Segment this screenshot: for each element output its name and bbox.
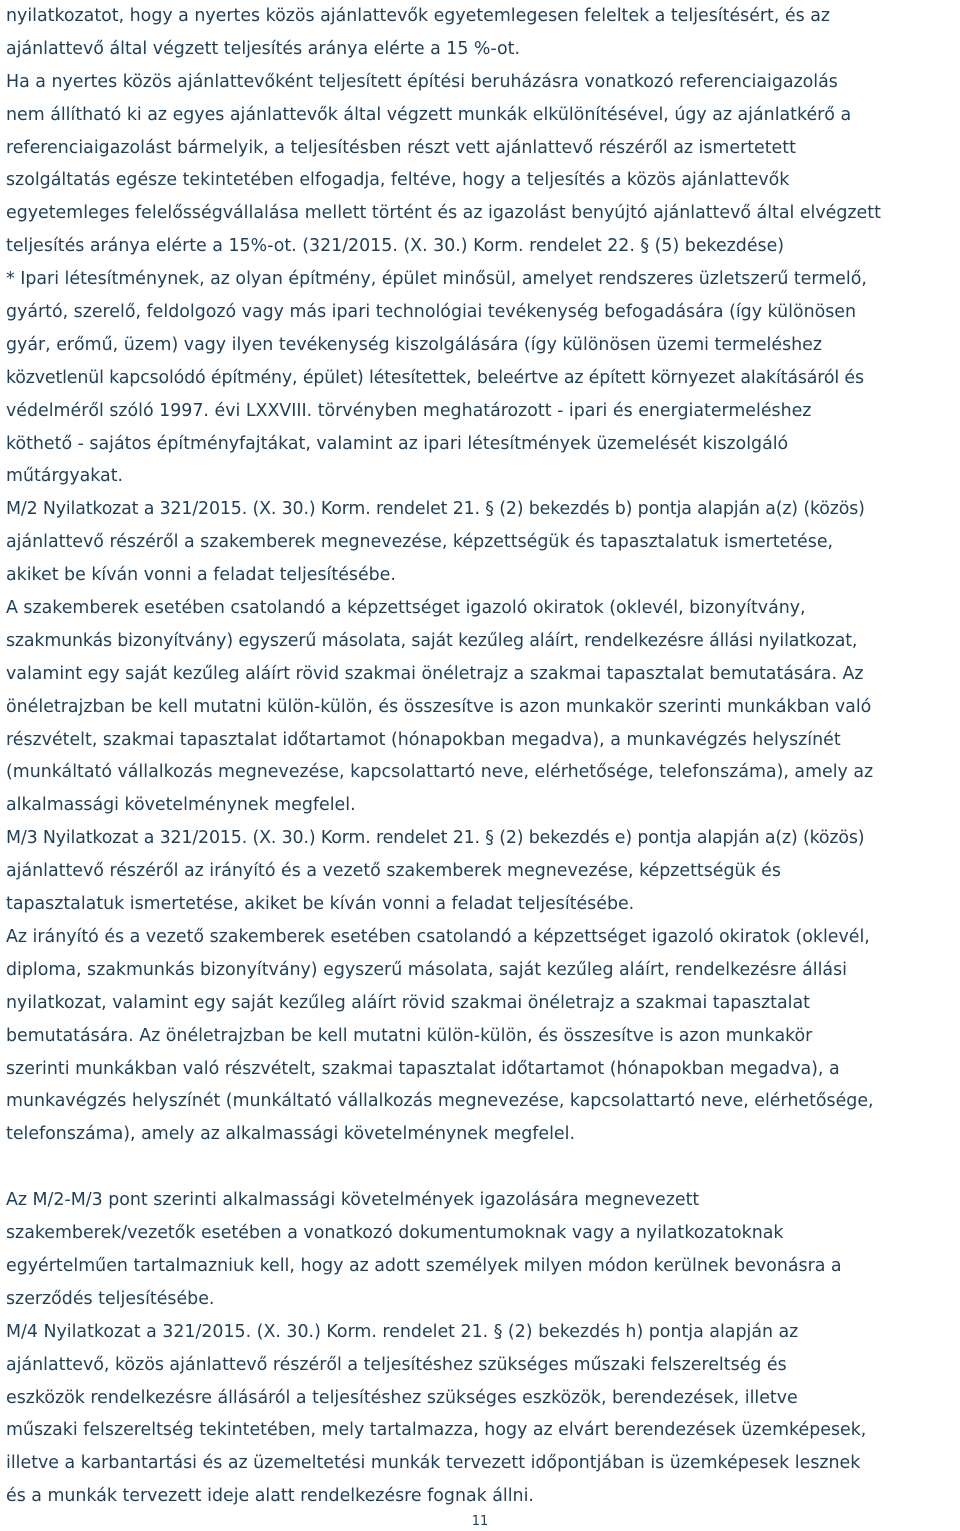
text-line: ajánlattevő részéről a szakemberek megnevezése, képzettségük és tapasztalatuk ismertetése, [6,532,834,553]
text-line: szakemberek/vezetők esetében a vonatkozó dokumentumoknak vagy a nyilatkozatoknak [6,1223,784,1244]
text-line: akiket be kíván vonni a feladat teljesítésébe. [6,565,396,586]
text-line: valamint egy saját kezűleg aláírt rövid szakmai önéletrajz a szakmai tapasztalat bemutatására. Az [6,663,864,684]
text-line: egyértelműen tartalmazniuk kell, hogy az adott személyek milyen módon kerülnek bevonásra a [6,1255,842,1276]
text-line: ajánlattevő által végzett teljesítés aránya elérte a 15 %-ot. [6,38,521,59]
text-line: illetve a karbantartási és az üzemeltetési munkák tervezett időpontjában is üzemképesek lesznek [6,1453,861,1474]
text-line: M/3 Nyilatkozat a 321/2015. (X. 30.) Korm. rendelet 21. § (2) bekezdés e) pontja alapján a(z) (közös) [6,828,865,849]
text-line: önéletrajzban be kell mutatni külön-külön, és összesítve is azon munkakör szerinti munkákban való [6,696,872,717]
text-line: eszközök rendelkezésre állásáról a teljesítéshez szükséges eszközök, berendezések, illetve [6,1387,798,1408]
text-line: Az M/2-M/3 pont szerinti alkalmassági követelmények igazolására megnevezett [6,1190,700,1211]
text-line: szerződés teljesítésébe. [6,1288,215,1309]
text-line: nyilatkozatot, hogy a nyertes közös ajánlattevők egyetemlegesen feleltek a teljesítésért, és az [6,6,831,26]
text-block-requirements [6,1184,956,1513]
text-line: Ha a nyertes közös ajánlattevőként teljesített építési beruházásra vonatkozó referenciaigazolás [6,71,838,92]
text-line: bemutatására. Az önéletrajzban be kell mutatni külön-külön, és összesítve is azon munkakör [6,1025,813,1046]
page-number: 11 [471,1514,489,1529]
text-line: tapasztalatuk ismertetése, akiket be kíván vonni a feladat teljesítésébe. [6,894,635,915]
text-line: szerinti munkákban való részvételt, szakmai tapasztalat időtartamot (hónapokban megadva), a [6,1058,840,1079]
text-line: * Ipari létesítménynek, az olyan építmény, épület minősül, amelyet rendszeres üzletszerű termelő, [6,269,867,290]
text-line: teljesítés aránya elérte a 15%-ot. (321/2015. (X. 30.) Korm. rendelet 22. § (5) bekezdése) [6,236,785,257]
text-line: részvételt, szakmai tapasztalat időtartamot (hónapokban megadva), a munkavégzés helyszínét [6,729,841,750]
text-line: referenciaigazolást bármelyik, a teljesítésben részt vett ajánlattevő részéről az ismertetett [6,137,796,158]
text-line: szakmunkás bizonyítvány) egyszerű másolata, saját kezűleg aláírt, rendelkezésre állási nyilatkozat, [6,630,858,651]
text-line: gyár, erőmű, üzem) vagy ilyen tevékenység kiszolgálására (így különösen üzemi termeléshez [6,334,822,355]
text-line: alkalmassági követelménynek megfelel. [6,795,356,816]
text-line: ajánlattevő részéről az irányító és a vezető szakemberek megnevezése, képzettségük és [6,861,781,882]
text-block-main [6,0,956,1151]
text-line: közvetlenül kapcsolódó építmény, épület) létesítettek, beleértve az épített környezet alakításáról és [6,367,864,388]
text-line: nyilatkozat, valamint egy saját kezűleg aláírt rövid szakmai önéletrajz a szakmai tapasztalat [6,992,810,1013]
text-line: A szakemberek esetében csatolandó a képzettséget igazoló okiratok (oklevél, bizonyítvány, [6,598,806,619]
text-line: diploma, szakmunkás bizonyítvány) egyszerű másolata, saját kezűleg aláírt, rendelkezésre állási [6,959,847,980]
text-line: szolgáltatás egésze tekintetében elfogadja, feltéve, hogy a teljesítés a közös ajánlattevők [6,170,790,191]
text-line: műszaki felszereltség tekintetében, mely tartalmazza, hogy az elvárt berendezések üzemképesek, [6,1420,867,1441]
paragraph-gap [6,1151,956,1184]
text-line: munkavégzés helyszínét (munkáltató vállalkozás megnevezése, kapcsolattartó neve, elérhetősége, [6,1091,874,1112]
text-line: (munkáltató vállalkozás megnevezése, kapcsolattartó neve, elérhetősége, telefonszáma), amely az [6,762,874,783]
document-page [6,0,956,1513]
text-line: gyártó, szerelő, feldolgozó vagy más ipari technológiai tevékenység befogadására (így különösen [6,302,857,323]
text-line: köthető - sajátos építményfajtákat, valamint az ipari létesítmények üzemelését kiszolgáló [6,433,789,454]
text-line: és a munkák tervezett ideje alatt rendelkezésre fognak állni. [6,1486,534,1507]
text-line: műtárgyakat. [6,466,124,487]
text-line: M/2 Nyilatkozat a 321/2015. (X. 30.) Korm. rendelet 21. § (2) bekezdés b) pontja alapján a(z) (közös) [6,499,865,520]
text-line: Az irányító és a vezető szakemberek esetében csatolandó a képzettséget igazoló okiratok (oklevél, [6,926,870,947]
text-line: telefonszáma), amely az alkalmassági követelménynek megfelel. [6,1124,575,1145]
text-line: egyetemleges felelősségvállalása mellett történt és az igazolást benyújtó ajánlattevő által elvégzett [6,203,881,224]
text-line: ajánlattevő, közös ajánlattevő részéről a teljesítéshez szükséges műszaki felszereltség és [6,1354,787,1375]
text-line: védelméről szóló 1997. évi LXXVIII. törvényben meghatározott - ipari és energiatermeléshez [6,400,812,421]
text-line: nem állítható ki az egyes ajánlattevők által végzett munkák elkülönítésével, úgy az ajánlatkérő a [6,104,852,125]
text-line: M/4 Nyilatkozat a 321/2015. (X. 30.) Korm. rendelet 21. § (2) bekezdés h) pontja alapján az [6,1321,799,1342]
